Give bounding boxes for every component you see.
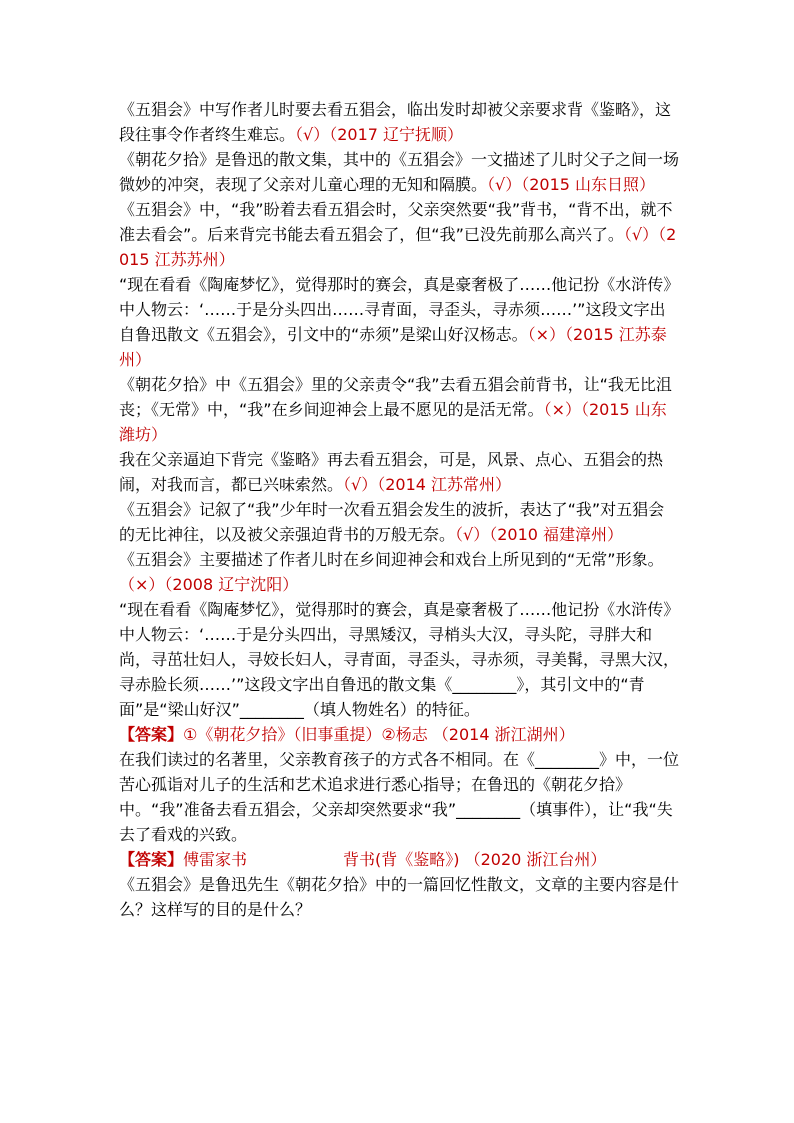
statement-text: 《五猖会》中写作者儿时要去看五猖会，临出发时却被父亲要求背《鉴略》，这段往事令作者终生难忘。 [119,100,672,144]
statement-3 [119,197,679,272]
statement-4 [119,272,679,372]
judgement-mark: （×）（2015 江苏泰州） [119,325,667,369]
fill-blank-question-2 [119,747,679,847]
answer-part-2: 背书(背《鉴略》) （2020 浙江台州） [343,850,607,869]
short-answer-question [119,872,679,922]
statement-text: 我在父亲逼迫下背完《鉴略》再去看五猖会，可是，风景、点心、五猖会的热闹，对我而言，都已兴味索然。 [119,450,664,494]
judgement-mark: （√）（2017 辽宁抚顺） [295,125,464,144]
statement-1 [119,97,679,147]
answer-label: 【答案】 [119,850,184,869]
statement-5 [119,372,679,447]
judgement-mark: （√）（2014 江苏常州） [343,475,512,494]
question-text: 《五猖会》是鲁迅先生《朝花夕拾》中的一篇回忆性散文，文章的主要内容是什么？这样写的目的是什么？ [119,875,680,919]
judgement-mark: （√）（2015 江苏苏州） [119,225,677,269]
answer-label: 【答案】 [119,725,184,744]
judgement-mark: （√）（2015 山东日照） [487,175,656,194]
statement-text: 《朝花夕拾》是鲁迅的散文集，其中的《五猖会》一文描述了儿时父子之间一场微妙的冲突，表现了父亲对儿童心理的无知和隔膜。 [119,150,680,194]
statement-2 [119,147,679,197]
statement-text: 《五猖会》中，“我”盼着去看五猖会时，父亲突然要“我”背书，“背不出，就不准去看会”。后来背完书能去看五猖会了，但“我”已没先前那么高兴了。 [119,200,673,244]
statement-8 [119,547,679,597]
statement-text: 《五猖会》记叙了“我”少年时一次看五猖会发生的波折，表达了“我”对五猖会的无比神往，以及被父亲强迫背书的万般无奈。 [119,500,665,544]
question-text: 在我们读过的名著里，父亲教育孩子的方式各不相同。在《________》中，一位苦心孤诣对儿子的生活和艺术追求进行悉心指导；在鲁迅的《朝花夕拾》中。“我”准备去看五猖会，父亲却突然要求“我”________（填事件），让“我“失去了看戏的兴致。 [119,750,680,844]
answer-part-1: 傅雷家书 [183,850,248,869]
statement-7 [119,497,679,547]
judgement-mark: （×）（2008 辽宁沈阳） [119,575,299,594]
statement-text: 《朝花夕拾》中《五猖会》里的父亲责令“我”去看五猖会前背书，让“我无比沮丧；《无常》中，“我”在乡间迎神会上最不愿见的是活无常。 [119,375,672,419]
statement-text: 《五猖会》主要描述了作者儿时在乡间迎神会和戏台上所见到的“无常”形象。 [119,550,664,569]
answer-2 [119,847,679,872]
answer-1 [119,722,679,747]
question-text: “现在看看《陶庵梦忆》，觉得那时的赛会，真是豪奢极了……他记扮《水浒传》中人物云：‘……于是分头四出，寻黑矮汉，寻梢头大汉，寻头陀，寻胖大和尚，寻茁壮妇人，寻姣长妇人，寻青面，寻歪头，寻赤须，寻美髯，寻黑大汉，寻赤脸长须……’”这段文字出自鲁迅的散文集《________》，其引文中的“青面”是“梁山好汉”________（填人物姓名）的特征。 [119,600,680,719]
statement-text: “现在看看《陶庵梦忆》，觉得那时的赛会，真是豪奢极了……他记扮《水浒传》中人物云：‘……于是分头四出……寻青面，寻歪头，寻赤须……’”这段文字出自鲁迅散文《五猖会》，引文中的“赤须”是梁山好汉杨志。 [119,275,672,344]
statement-6 [119,447,679,497]
judgement-mark: （×）（2015 山东潍坊） [119,400,667,444]
answer-text: ①《朝花夕拾》（旧事重提）②杨志 （2014 浙江湖州） [183,725,575,744]
judgement-mark: （√）（2010 福建漳州） [455,525,624,544]
document-page [119,97,679,922]
fill-blank-question-1 [119,597,679,722]
